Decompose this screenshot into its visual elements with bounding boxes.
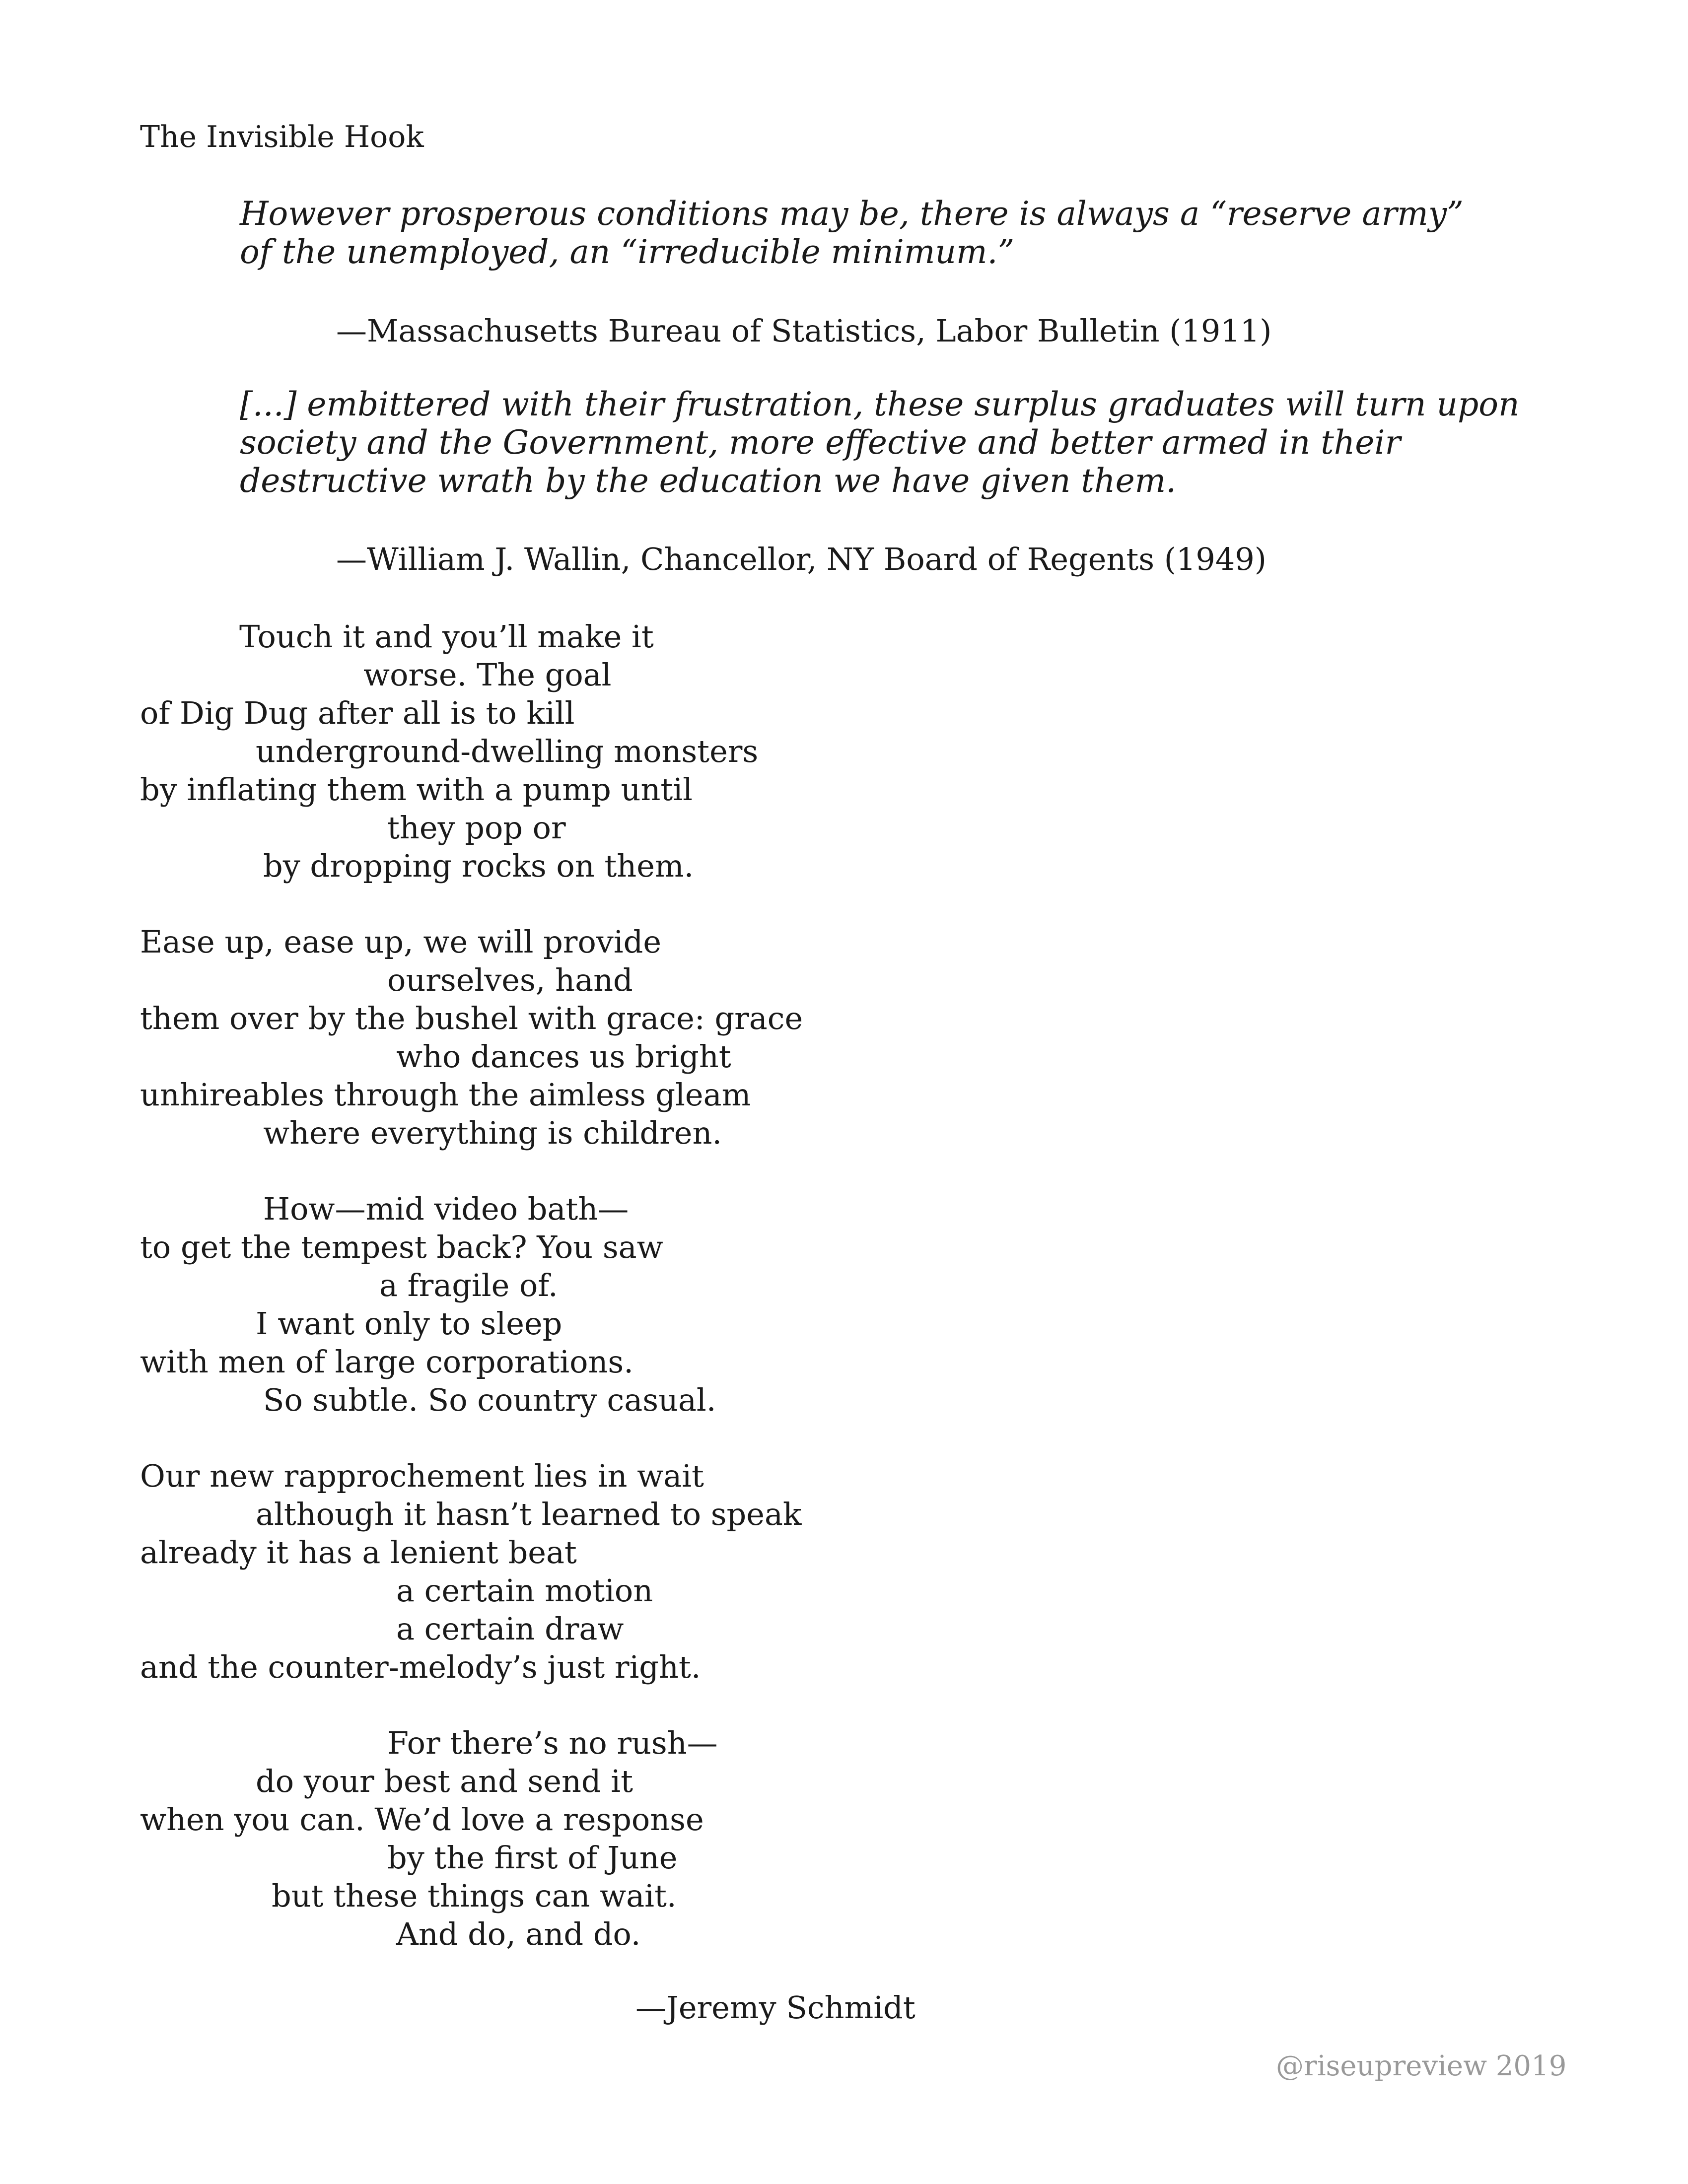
poem-line: Touch it and you’ll make it [239,618,654,655]
poem-line: And do, and do. [396,1916,641,1952]
epigraph-2-line-1: [...] embittered with their frustration, these surplus graduates will turn upon [240,385,1520,423]
poem-line: worse. The goal [363,657,612,693]
poem-line: For there’s no rush— [387,1725,718,1761]
copyright-notice: @riseupreview 2019 [1276,2050,1567,2082]
poem-line: although it hasn’t learned to speak [256,1496,802,1532]
poem-line: a certain motion [396,1572,653,1609]
poem-line: with men of large corporations. [140,1344,633,1380]
epigraph-1-line-1: However prosperous conditions may be, there is always a “reserve army” [240,195,1464,233]
poem-line: who dances us bright [396,1038,731,1075]
poem-line: them over by the bushel with grace: grace [140,1000,803,1036]
epigraph-2-attribution: —William J. Wallin, Chancellor, NY Board of Regents (1949) [336,541,1266,577]
poem-line: already it has a lenient beat [140,1534,577,1570]
poem-line: do your best and send it [256,1763,633,1799]
epigraph-1-attribution: —Massachusetts Bureau of Statistics, Labor Bulletin (1911) [336,313,1272,349]
poem-line: of Dig Dug after all is to kill [140,695,575,731]
poem-line: underground-dwelling monsters [256,733,759,769]
poem-line: How—mid video bath— [263,1191,629,1227]
epigraph-1-line-2: of the unemployed, an “irreducible minimum.” [240,233,1015,271]
poem-line: they pop or [387,810,566,846]
poem-line: a fragile of. [379,1267,558,1303]
poem-line: Our new rapprochement lies in wait [140,1458,704,1494]
epigraph-2-line-3: destructive wrath by the education we have given them. [240,462,1177,500]
poem-line: unhireables through the aimless gleam [140,1077,751,1113]
poem-line: where everything is children. [263,1115,722,1151]
poem-line: by the first of June [387,1840,678,1876]
poem-line: by inflating them with a pump until [140,771,693,808]
poem-line: a certain draw [396,1611,624,1647]
epigraph-2-line-2: society and the Government, more effective and better armed in their [240,423,1401,462]
author-signature: —Jeremy Schmidt [635,1989,915,2026]
poem-line: but these things can wait. [272,1878,677,1914]
poem-line: ourselves, hand [387,962,633,998]
poem-line: Ease up, ease up, we will provide [140,924,662,960]
poem-line: when you can. We’d love a response [140,1801,704,1838]
poem-line: to get the tempest back? You saw [140,1229,663,1265]
poem-line: So subtle. So country casual. [263,1382,716,1418]
poem-title: The Invisible Hook [140,120,424,154]
poem-line: and the counter-melody’s just right. [140,1649,701,1685]
poem-line: I want only to sleep [256,1305,563,1342]
poem-line: by dropping rocks on them. [263,848,694,884]
